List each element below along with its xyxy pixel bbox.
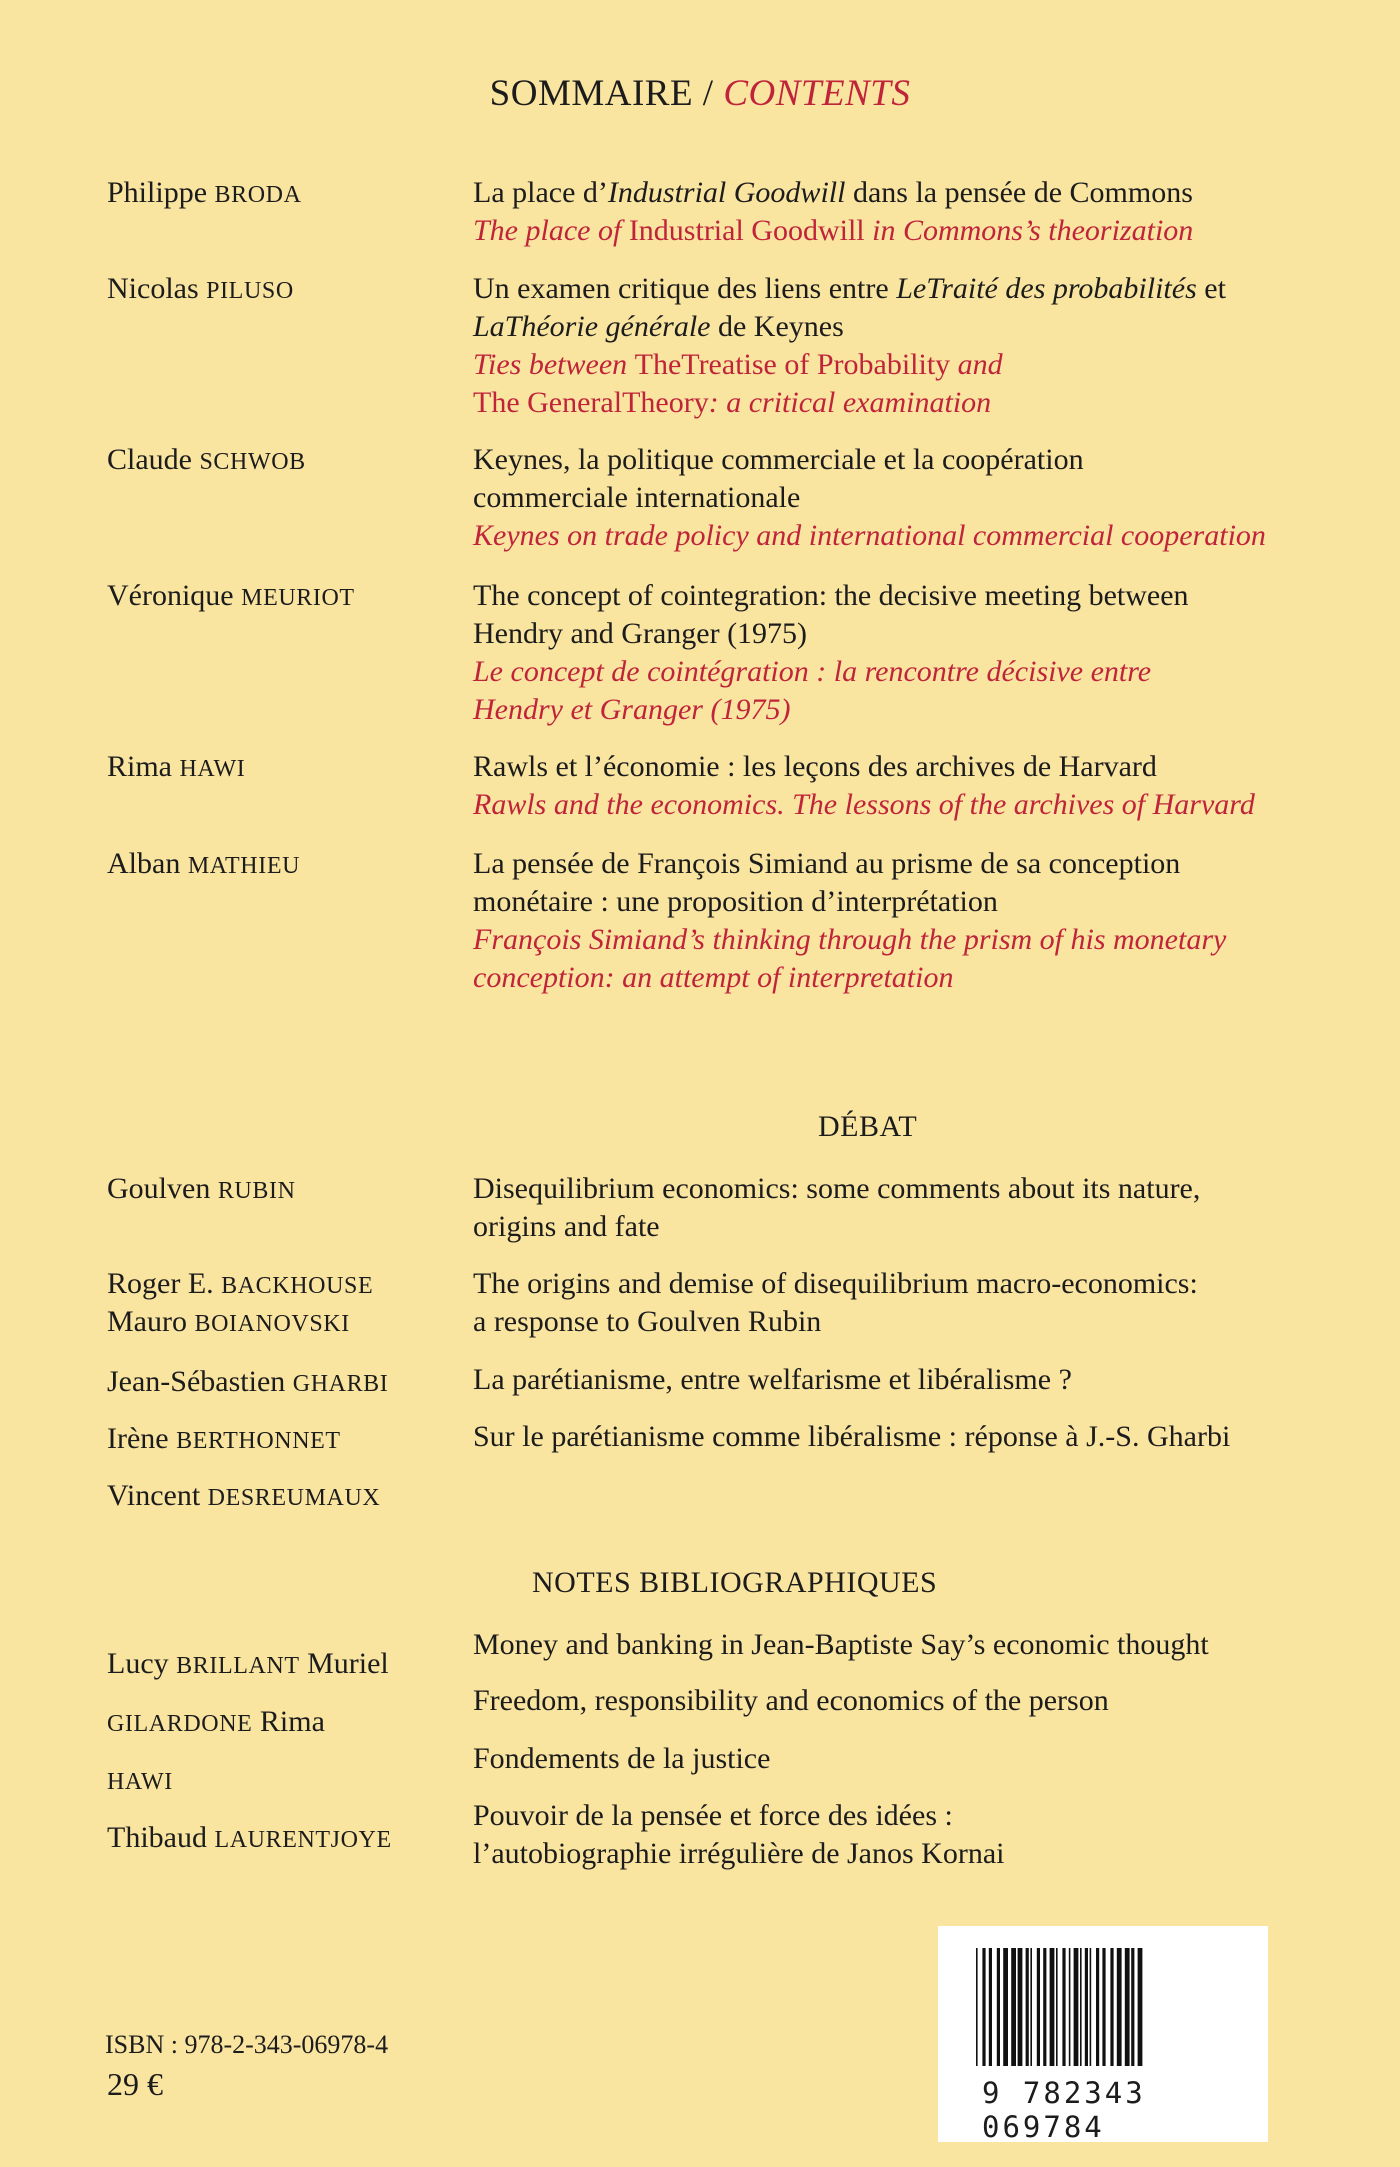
debat-author-berthonnet: Irène BERTHONNET (107, 1422, 341, 1455)
barcode-bar (1018, 1948, 1023, 2066)
barcode-bar (1125, 1948, 1130, 2066)
debat-title-backhouse: The origins and demise of disequilibrium macro-economics: a response to Goulven Rubin (473, 1267, 1198, 1338)
price: 29 € (107, 2066, 163, 2102)
barcode-bar (1090, 1948, 1092, 2066)
barcode-bar (1043, 1948, 1046, 2066)
author-meuriot: Véronique MEURIOT (107, 579, 355, 612)
notes-author-2: GILARDONE Rima (107, 1705, 325, 1738)
author-schwob: Claude SCHWOB (107, 443, 306, 476)
debat-author-desreumaux: Vincent DESREUMAUX (107, 1479, 381, 1512)
barcode-bar (1085, 1948, 1088, 2066)
article-title-piluso: Un examen critique des liens entre LeTraité des probabilités et LaThéorie générale de Keynes Ties between TheTreatise of Probability and The GeneralTheory: a critical examination (473, 272, 1226, 419)
article-title-schwob: Keynes, la politique commerciale et la coopération commerciale internationale Keynes on trade policy and international commercial cooperation (473, 443, 1266, 552)
notes-author-3: HAWI (107, 1769, 173, 1795)
barcode-bar (1102, 1948, 1105, 2066)
barcode-bar (1011, 1948, 1016, 2066)
debat-author-rubin: Goulven RUBIN (107, 1172, 296, 1205)
notes-heading: NOTES BIBLIOGRAPHIQUES (532, 1566, 938, 1599)
barcode-bars (938, 1926, 1268, 2076)
debat-author-boianovski: Mauro BOIANOVSKI (107, 1305, 350, 1338)
title-en: CONTENTS (723, 73, 911, 114)
isbn: ISBN : 978-2-343-06978-4 (105, 2030, 389, 2059)
barcode-bar (989, 1948, 992, 2066)
debat-title-berthonnet: Sur le parétianisme comme libéralisme : réponse à J.-S. Gharbi (473, 1420, 1231, 1453)
barcode-digits: 9 782343 069784 (982, 2076, 1146, 2144)
author-mathieu: Alban MATHIEU (107, 847, 301, 880)
article-title-mathieu: La pensée de François Simiand au prisme de sa conception monétaire : une proposition d’interprétation François Simiand’s thinking through the prism of his monetary conception: an attempt of interpretation (473, 847, 1227, 994)
notes-title-1: Money and banking in Jean-Baptiste Say’s economic thought (473, 1628, 1209, 1661)
barcode-bar (1030, 1948, 1032, 2066)
article-title-hawi: Rawls et l’économie : les leçons des archives de Harvard Rawls and the economics. The lessons of the archives of Harvard (473, 750, 1255, 821)
debat-author-gharbi: Jean-Sébastien GHARBI (107, 1365, 389, 1398)
barcode-bar (1110, 1948, 1113, 2066)
article-title-meuriot: The concept of cointegration: the decisive meeting between Hendry and Granger (1975) Le concept de cointégration : la rencontre décisive entre Hendry et Granger (1975) (473, 579, 1189, 726)
barcode-bar (976, 1948, 978, 2066)
article-title-broda: La place d’Industrial Goodwill dans la pensée de Commons The place of Industrial Goodwill in Commons’s theorization (473, 176, 1194, 247)
barcode-bar (1080, 1948, 1082, 2066)
barcode-bar (1003, 1948, 1008, 2066)
title-fr: SOMMAIRE / (489, 73, 714, 114)
author-piluso: Nicolas PILUSO (107, 272, 294, 305)
barcode-bar (1050, 1948, 1055, 2066)
barcode-bar (982, 1948, 985, 2066)
barcode-bar (1117, 1948, 1122, 2066)
barcode-bar (1037, 1948, 1040, 2066)
barcode-bar (1096, 1948, 1099, 2066)
barcode-bar (1138, 1948, 1143, 2066)
barcode-bar (1062, 1948, 1065, 2066)
debat-heading: DÉBAT (818, 1110, 918, 1143)
barcode-bar (1056, 1948, 1058, 2066)
barcode-bar (1069, 1948, 1071, 2066)
barcode (938, 1926, 1268, 2142)
author-broda: Philippe BRODA (107, 176, 302, 209)
debat-title-gharbi: La parétianisme, entre welfarisme et libéralisme ? (473, 1363, 1072, 1396)
barcode-bar (997, 1948, 1000, 2066)
notes-title-4: Pouvoir de la pensée et force des idées : l’autobiographie irrégulière de Janos Kornai (473, 1799, 1005, 1870)
debat-title-rubin: Disequilibrium economics: some comments about its nature, origins and fate (473, 1172, 1201, 1243)
notes-title-2: Freedom, responsibility and economics of the person (473, 1684, 1109, 1717)
author-hawi: Rima HAWI (107, 750, 246, 783)
barcode-bar (1026, 1948, 1029, 2066)
notes-author-4: Thibaud LAURENTJOYE (107, 1821, 392, 1854)
notes-author-1: Lucy BRILLANT Muriel (107, 1647, 389, 1680)
barcode-bar (1074, 1948, 1079, 2066)
barcode-bar (1131, 1948, 1134, 2066)
page-title (0, 72, 1400, 115)
notes-title-3: Fondements de la justice (473, 1742, 771, 1775)
debat-author-backhouse: Roger E. BACKHOUSE (107, 1267, 374, 1300)
